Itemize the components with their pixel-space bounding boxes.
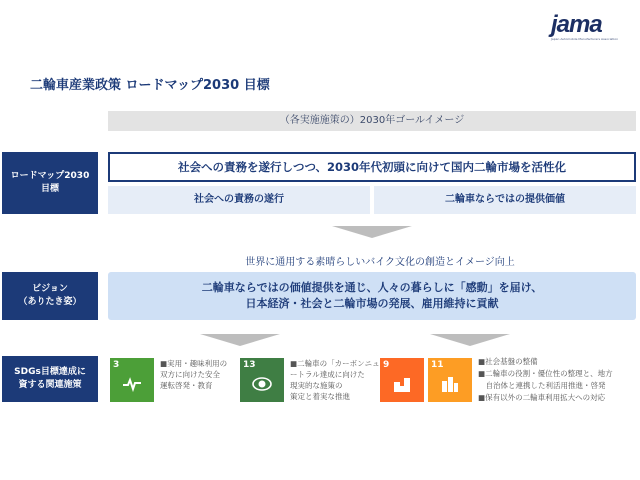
sdg-3-tile: [110, 358, 154, 402]
sdg-measure-item: ■保有以外の二輪車利用拡大への対応: [478, 393, 606, 402]
sdgs-label: [2, 356, 98, 402]
sdg-9-tile: [380, 358, 424, 402]
sdg-13-text-line: 現実的な施策の: [290, 381, 343, 390]
vision-intro: 世界に通用する素晴らしいバイク文化の創造とイメージ向上: [245, 257, 515, 268]
sdg-3-text-line: 運転啓発・教育: [160, 381, 213, 390]
globe-eye-icon: [252, 374, 272, 394]
sdg-3-measures: [160, 358, 227, 391]
logo-text: jama: [551, 11, 602, 38]
page-title: 二輪車産業政策 ロードマップ2030 目標: [30, 78, 270, 93]
vision-label: [2, 272, 98, 320]
heartbeat-icon: [122, 374, 142, 394]
goal-sub-left: 社会への責務の遂行: [108, 186, 370, 214]
down-arrow-right-icon: [430, 334, 510, 346]
sdg-right-measures: [478, 356, 638, 404]
sdg-measure-item: 自治体と連携した利活用推進・啓発: [478, 381, 606, 390]
sdg-13-text-line: 策定と着実な推進: [290, 392, 350, 401]
goal-main-box: 社会への責務を遂行しつつ、2030年代初頭に向けて国内二輪市場を活性化: [108, 152, 636, 182]
sdgs-label-line2: 資する関連施策: [18, 380, 82, 390]
sdg-13-number: 13: [243, 360, 256, 370]
sdg-11-tile: [428, 358, 472, 402]
city-icon: [440, 374, 460, 394]
jama-logo: [551, 13, 625, 41]
goal-sub-right: 二輪車ならではの提供価値: [374, 186, 636, 214]
sdg-measure-item: ■二輪車の役割・優位性の整理と、地方: [478, 369, 613, 378]
vision-line1: 二輪車ならではの価値提供を通じ、人々の暮らしに「感動」を届け、: [201, 281, 543, 294]
vision-label-line2: （ありたき姿）: [18, 297, 82, 307]
vision-line2: 日本経済・社会と二輪市場の発展、雇用維持に貢献: [245, 297, 499, 310]
sdg-13-text-line: ■二輪車の「カーボンニュ: [290, 359, 380, 368]
sdg-13-text-line: ートラル達成に向けた: [290, 370, 365, 379]
down-arrow-icon: [332, 226, 412, 238]
sdg-11-number: 11: [431, 360, 444, 370]
vision-label-line1: ビジョン: [32, 284, 68, 294]
logo-subtitle: Japan Automobile Manufacturers Association: [551, 37, 619, 41]
industry-icon: [392, 374, 412, 394]
sdg-3-number: 3: [113, 360, 120, 370]
vision-box: [108, 272, 636, 320]
roadmap-label-line2: 目標: [40, 184, 59, 194]
sdg-measure-item: ■社会基盤の整備: [478, 357, 538, 366]
goal-image-banner: （各実施施策の）2030年ゴールイメージ: [108, 111, 636, 131]
sdg-9-number: 9: [383, 360, 390, 370]
sdg-3-text-line: 双方に向けた安全: [160, 370, 220, 379]
sdgs-label-line1: SDGs目標達成に: [14, 367, 86, 377]
sdg-13-tile: [240, 358, 284, 402]
roadmap-label: [2, 152, 98, 214]
down-arrow-left-icon: [200, 334, 280, 346]
sdg-13-measures: [290, 358, 380, 402]
roadmap-label-line1: ロードマップ2030: [10, 171, 90, 181]
sdg-3-text-line: ■実用・趣味利用の: [160, 359, 228, 368]
